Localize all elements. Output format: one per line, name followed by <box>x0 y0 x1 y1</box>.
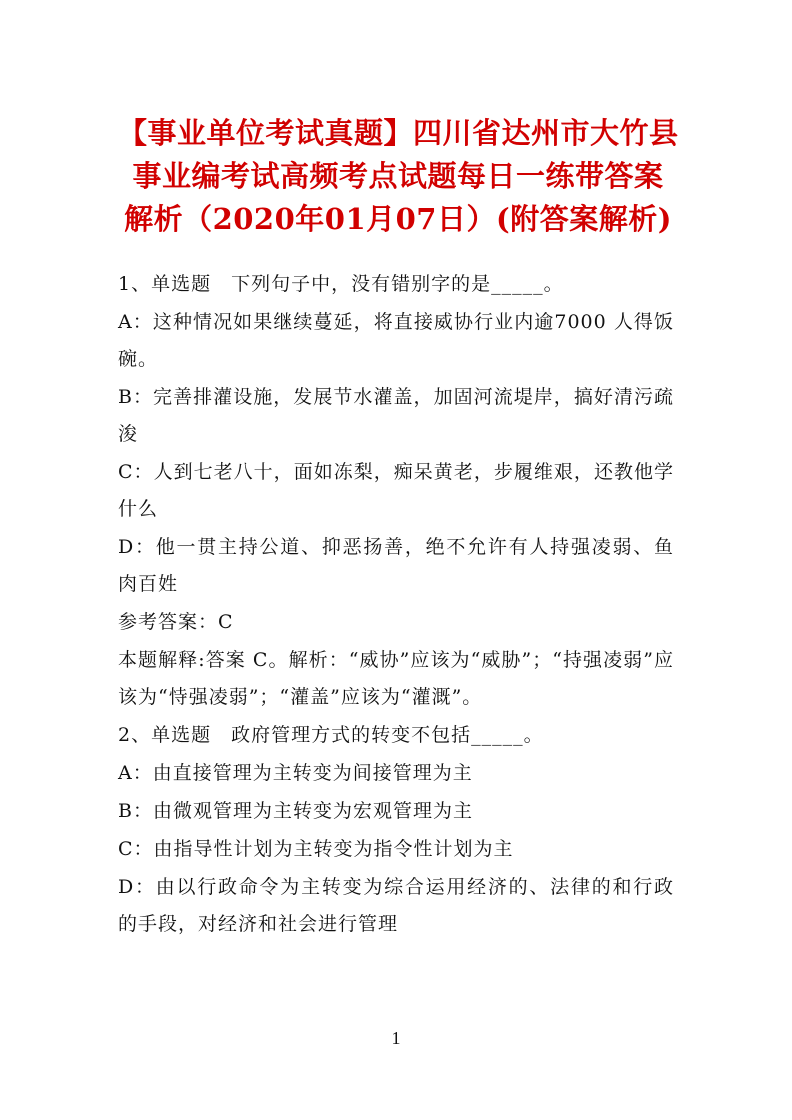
question-2-option-b: B：由微观管理为主转变为宏观管理为主 <box>118 800 473 822</box>
question-1-option-c: C：人到七老八十，面如冻梨，痴呆黄老，步履维艰，还教他学什么 <box>118 461 674 520</box>
question-2-stem: 2、单选题 政府管理方式的转变不包括_____。 <box>118 724 544 746</box>
title-line-3: 解析（2020年01月07日）(附答案解析) <box>124 202 672 236</box>
document-body <box>118 266 674 944</box>
question-2-option-c: C：由指导性计划为主转变为指令性计划为主 <box>118 838 514 860</box>
title-line-1: 【事业单位考试真题】四川省达州市大竹县 <box>118 116 679 150</box>
question-1-stem: 1、单选题 下列句子中，没有错别字的是_____。 <box>118 273 564 295</box>
document-title <box>118 112 678 241</box>
question-2-option-a: A：由直接管理为主转变为间接管理为主 <box>118 762 473 784</box>
question-1-answer: 参考答案：C <box>118 611 234 633</box>
question-2-option-d: D：由以行政命令为主转变为综合运用经济的、法律的和行政的手段，对经济和社会进行管理 <box>118 876 674 935</box>
question-1-option-b: B：完善排灌设施，发展节水灌盖，加固河流堤岸，搞好清污疏浚 <box>118 386 674 445</box>
page-number: 1 <box>391 1028 401 1048</box>
title-line-2: 事业编考试高频考点试题每日一练带答案 <box>132 159 664 193</box>
question-1-option-d: D：他一贯主持公道、抑恶扬善，绝不允许有人持强凌弱、鱼肉百姓 <box>118 536 674 595</box>
question-1-option-a: A：这种情况如果继续蔓延，将直接威协行业内逾7000 人得饭碗。 <box>118 311 674 370</box>
question-1-explanation: 本题解释:答案 C。解析：“威协”应该为“威胁”；“持强凌弱”应该为“恃强凌弱”；“灌盖”应该为“灌溉”。 <box>118 649 674 708</box>
